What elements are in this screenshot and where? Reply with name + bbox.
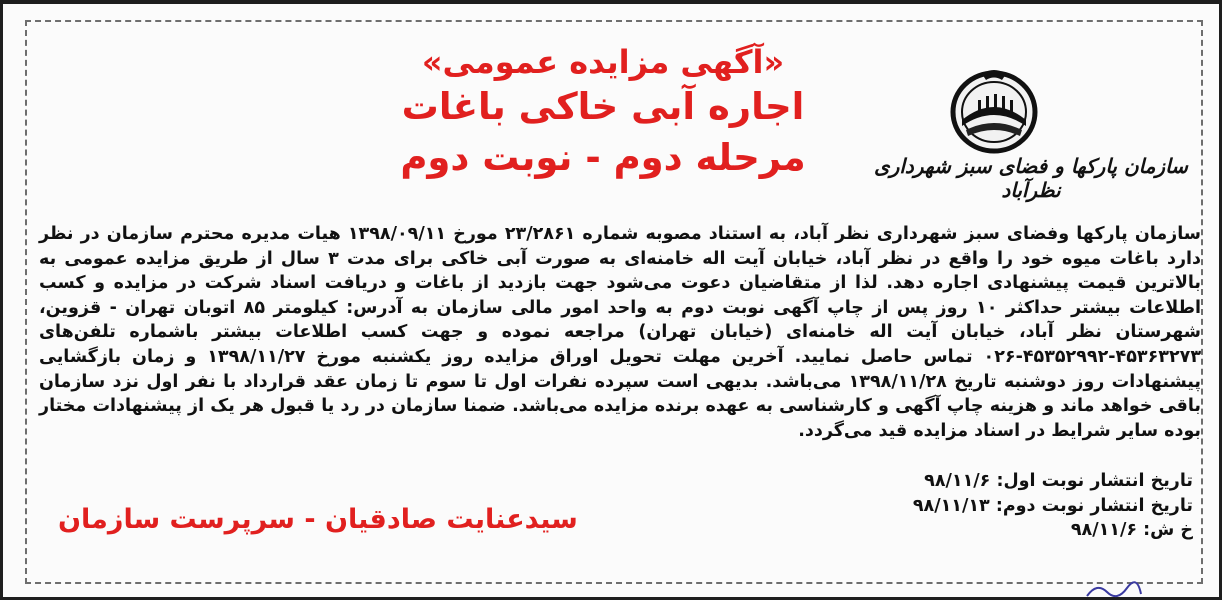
second-publish-date: تاریخ انتشار نوبت دوم: ۹۸/۱۱/۱۳ bbox=[912, 495, 1193, 516]
publication-dates bbox=[773, 469, 1193, 543]
ad-title-line-1: «آگهی مزایده عمومی» bbox=[421, 43, 785, 81]
ad-title-line-3: مرحله دوم - نوبت دوم bbox=[400, 136, 806, 179]
ad-title-block bbox=[393, 43, 813, 179]
reference-code: خ ش: ۹۸/۱۱/۶ bbox=[1070, 520, 1193, 540]
ad-body-paragraph: سازمان پارکها وفضای سبز شهرداری نظر آباد، به استناد مصوبه شماره ۲۳/۲۸۶۱ مورخ ۱۳۹۸/۰۹/۱۱ هیات مدیره محترم سازمان در نظر دارد باغات میوه خود را واقع در نظر آباد، خیابان آیت اله خامنه‌ای به صورت آبی خاکی برای مدت ۳ سال از طریق مزایده عمومی به بالاترین قیمت پیشنهادی اجاره دهد. لذا از متقاضیان دعوت می‌شود جهت بازدید از باغات و دریافت اسناد شرکت در مزایده و کسب اطلاعات بیشتر حداکثر ۱۰ روز پس از چاپ آگهی نوبت دوم به واحد امور مالی سازمان به آدرس: کیلومتر ۸۵ اتوبان تهران - قزوین، شهرستان نظر آباد، خیابان آیت اله خامنه‌ای (خیابان تهران) مراجعه نموده و جهت کسب اطلاعات بیشتر باشماره تلفن‌های ۴۵۳۶۳۲۷۳-۴۵۳۵۲۹۹۲-۰۲۶ تماس حاصل نمایید. آخرین مهلت تحویل اوراق مزایده روز یکشنبه مورخ ۱۳۹۸/۱۱/۲۷ و زمان بازگشایی پیشنهادات روز دوشنبه تاریخ ۱۳۹۸/۱۱/۲۸ می‌باشد. بدیهی است سپرده نفرات اول تا سوم تا زمان عقد قرارداد با نفر اول نزد سازمان باقی خواهد ماند و هزینه چاپ آگهی و کارشناسی به عهده برنده مزایده می‌باشد. ضمنا سازمان در رد یا قبول هر یک از پیشنهادات مختار بوده سایر شرایط در اسناد مزایده قید می‌گردد. bbox=[39, 224, 1202, 441]
signature-line: سیدعنایت صادقیان - سرپرست سازمان bbox=[58, 504, 578, 535]
organization-name: سازمان پارکها و فضای سبز شهرداری نظرآباد bbox=[874, 154, 1188, 202]
first-publish-date: تاریخ انتشار نوبت اول: ۹۸/۱۱/۶ bbox=[924, 471, 1193, 491]
municipality-emblem-icon bbox=[948, 64, 1040, 156]
ad-title-line-2: اجاره آبی خاکی باغات bbox=[401, 85, 805, 128]
pen-mark-icon bbox=[1083, 578, 1143, 600]
